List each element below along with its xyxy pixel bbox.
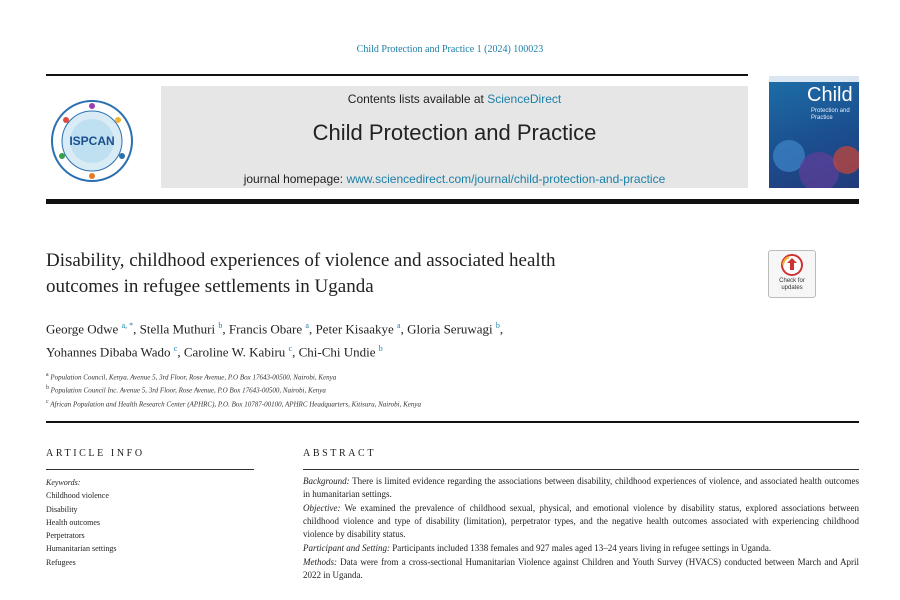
author-affiliation-marker[interactable]: c [173,344,178,354]
author-affiliation-marker[interactable]: a [305,321,309,330]
author-line-1 [46,316,746,339]
keyword-item: Childhood violence [46,491,109,501]
article-title-line-1: Disability, childhood experiences of violence and associated health [46,250,556,271]
keyword-item: Disability [46,504,78,514]
keywords-label: Keywords: [46,478,81,487]
journal-title[interactable]: Child Protection and Practice [312,120,597,145]
author-list [46,316,746,363]
abstract-background-label: Background: [303,476,350,486]
cover-subtitle: Protection and Practice [811,108,850,121]
author-affiliation-marker[interactable]: b [495,321,500,330]
author-separator: , [400,321,408,337]
affiliation-text: African Population and Health Research Center (APHRC), P.O. Box 10787-00100, APHRC Headquarters, Kitisuru, Nairobi, Kenya [50,399,421,408]
check-updates-icon [769,251,815,277]
abstract-participants-text: Participants included 1338 females and 927 males aged 13–24 years living in refugee settings in Uganda. [390,543,772,553]
affiliation-text: Population Council, Kenya. Avenue 5, 3rd Floor, Rose Avenue, P.O Box 17643-00500, Nairobi, Kenya [50,373,337,382]
check-for-updates-button[interactable] [768,250,816,298]
affiliation-rule [46,421,859,423]
abstract-body [303,475,859,583]
author-affiliation-marker[interactable]: b [378,344,383,354]
affiliation-list [46,370,806,410]
journal-citation[interactable]: Child Protection and Practice 1 (2024) 100023 [356,44,544,55]
author-separator: , [308,321,316,337]
author-name[interactable]: Yohannes Dibaba Wado [46,344,171,360]
author-affiliation-marker[interactable]: a [397,321,401,330]
sciencedirect-link[interactable]: ScienceDirect [487,92,562,106]
contents-line [161,92,748,106]
author-affiliation-marker[interactable]: b [218,321,223,330]
abstract-methods [303,556,859,582]
author-separator: , [177,344,184,360]
author-affiliation-marker[interactable]: a, * [121,321,134,330]
check-updates-label [769,278,815,292]
abstract-heading: ABSTRACT [303,448,377,459]
homepage-prefix: journal homepage: [243,172,347,186]
abstract-participants-label: Participant and Setting: [303,543,390,553]
author-name[interactable]: Chi-Chi Undie [298,344,376,360]
journal-homepage-link[interactable]: www.sciencedirect.com/journal/child-protection-and-practice [346,172,666,186]
abstract-objective-label: Objective: [303,503,341,513]
homepage-line [161,172,748,186]
affiliation-marker: a [46,372,49,378]
author-line-2 [46,339,746,362]
author-name[interactable]: Francis Obare [228,321,303,337]
keyword-item: Health outcomes [46,517,100,527]
abstract-rule [303,469,859,470]
ispcan-logo-text: ISPCAN [69,134,115,148]
keywords-list [46,476,256,569]
author-separator: , [222,321,229,337]
author-name[interactable]: Gloria Seruwagi [407,321,493,337]
ispcan-logo [44,98,140,184]
affiliation-item [46,383,806,396]
author-name[interactable]: George Odwe [46,321,119,337]
check-updates-label-line-1: Check for [779,278,805,284]
abstract-objective-text: We examined the prevalence of childhood sexual, physical, and emotional violence by disability status, explored associations between childhood violence and type of disability (limitation), perpetrator types, and the negative health outcomes associated with experiencing childhood violence by disability status. [303,503,859,539]
abstract-background-text: There is limited evidence regarding the associations between disability, childhood experiences of violence, and associated health outcomes in humanitarian settings. [303,476,859,499]
author-name[interactable]: Peter Kisaakye [315,321,394,337]
abstract-objective [303,502,859,541]
ispcan-logo-graphic [44,98,140,184]
keyword-item: Perpetrators [46,531,85,541]
keyword-item: Humanitarian settings [46,544,117,554]
header-rule-top [46,74,748,76]
check-updates-label-line-2: updates [781,285,803,291]
author-separator: , [133,321,140,337]
cover-title: Child [807,84,853,106]
journal-cover[interactable] [769,76,859,188]
abstract-participants [303,542,859,555]
affiliation-item [46,370,806,383]
abstract-background [303,475,859,501]
author-name[interactable]: Caroline W. Kabiru [183,344,286,360]
affiliation-marker: c [46,398,49,405]
affiliation-marker: b [46,385,49,392]
keyword-item: Refugees [46,557,76,567]
affiliation-item [46,397,806,410]
author-separator: , [499,321,504,337]
article-title [46,248,706,300]
author-affiliation-marker[interactable]: c [288,344,293,354]
header-rule-bottom [46,199,859,204]
article-title-line-2: outcomes in refugee settlements in Uganda [46,276,374,297]
contents-prefix: Contents lists available at [347,92,488,106]
author-name[interactable]: Stella Muthuri [139,321,216,337]
abstract-methods-text: Data were from a cross-sectional Humanitarian Violence against Children and Youth Survey (HVACS) conducted between March and April 2022 in Uganda. [303,557,859,580]
abstract-methods-label: Methods: [303,557,337,567]
article-info-rule [46,469,254,470]
author-separator: , [292,344,299,360]
article-info-heading: ARTICLE INFO [46,448,145,459]
affiliation-text: Population Council Inc. Avenue 5, 3rd Floor, Rose Avenue, P.O Box 17643-00500, Nairobi, Kenya [50,386,326,395]
journal-banner [161,86,748,188]
